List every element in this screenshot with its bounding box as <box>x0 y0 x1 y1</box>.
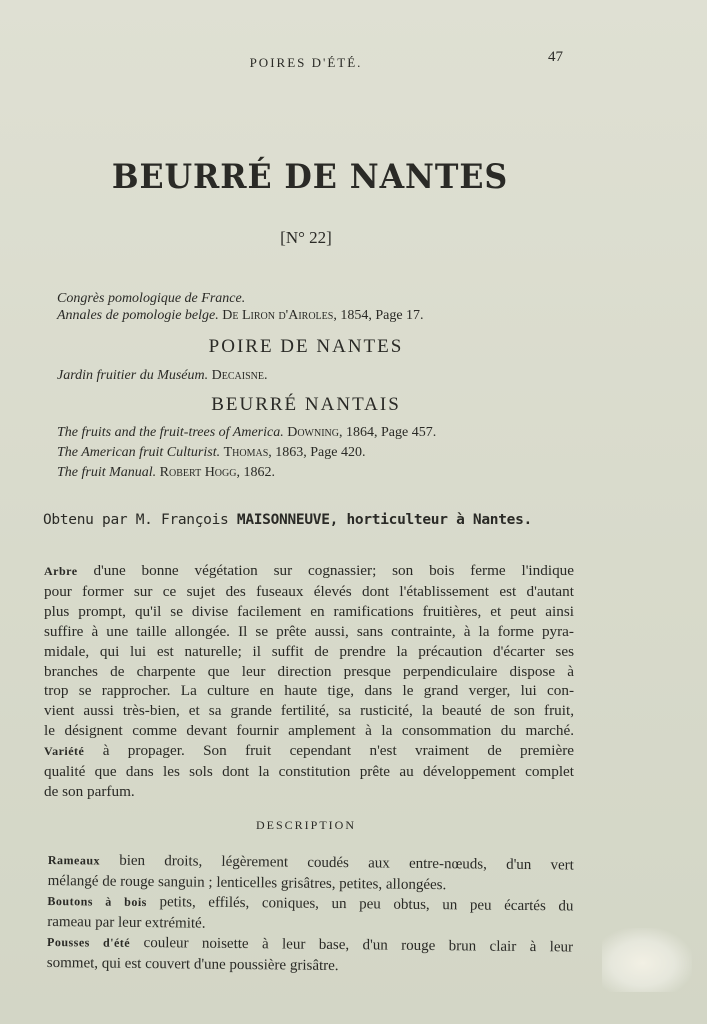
text-line: sommet, qui est couvert d'une poussière grisâtre. <box>46 954 339 974</box>
synonym-heading: BEURRÉ NANTAIS <box>211 394 401 415</box>
text-line: vient aussi très-bien, et sa grande fertilité, sa rusticité, la beauté de son fruit, <box>44 702 574 720</box>
synonym-heading: POIRE DE NANTES <box>208 336 404 357</box>
text-line: Variété à propager. Son fruit cependant n'est vraiment de première <box>44 742 574 760</box>
text-line: branches de charpente que leur direction presque perpendiculaire dispose à <box>44 662 574 680</box>
variety-number: [N° 22] <box>280 228 332 247</box>
text-line: rameau par leur extrémité. <box>47 913 206 932</box>
reference-line: The American fruit Culturist. Thomas, 1863, Page 420. <box>57 445 366 460</box>
reference-line: Congrès pomologique de France. <box>57 291 246 306</box>
text-line: Rameaux bien droits, légèrement coudés aux entre-nœuds, d'un vert <box>47 852 574 874</box>
reference-line: Annales de pomologie belge. De Liron d'Airoles, 1854, Page 17. <box>57 308 424 323</box>
text-line: pour former sur ce sujet des fuseaux élevés dont l'établissement est d'autant <box>44 582 574 600</box>
text-line: suffire à une taille allongée. Il se prête aussi, sans contrainte, à la forme pyra- <box>44 622 574 640</box>
text-line: trop se rapprocher. La culture en haute tige, dans le grand verger, lui con- <box>44 682 574 700</box>
text-line: mélangé de rouge sanguin ; lenticelles grisâtres, petites, allongées. <box>47 872 447 893</box>
tree-description <box>44 561 574 802</box>
running-head: POIRES D'ÉTÉ. <box>249 55 363 70</box>
text-line: Arbre d'une bonne végétation sur cognassier; son bois ferme l'indique <box>44 562 574 579</box>
text-line: qualité que dans les sols dont la constitution prête au développement complet <box>44 763 574 781</box>
reference-line: The fruit Manual. Robert Hogg, 1862. <box>57 465 275 480</box>
description-heading: DESCRIPTION <box>255 818 356 832</box>
pear-variety-title: BEURRÉ DE NANTES <box>111 157 509 197</box>
origin-line: Obtenu par M. François MAISONNEUVE, horticulteur à Nantes. <box>43 512 532 528</box>
text-line: plus prompt, qu'il se divise facilement en ramifications fruitières, et peut ainsi <box>44 602 574 620</box>
text-line: midale, qui lui est naturelle; il suffit de prendre la précaution d'écarter ses <box>44 642 574 660</box>
page-number: 47 <box>548 49 563 65</box>
text-line: de son parfum. <box>44 782 135 800</box>
text-line: Boutons à bois petits, effilés, coniques, un peu obtus, un peu écartés du <box>47 893 574 915</box>
text-line: Pousses d'été couleur noisette à leur base, d'un rouge brun clair à leur <box>46 934 574 956</box>
paper-stain <box>602 928 692 992</box>
description-body <box>47 850 574 979</box>
reference-line: The fruits and the fruit-trees of America. Downing, 1864, Page 457. <box>57 425 437 440</box>
reference-line: Jardin fruitier du Muséum. Decaisne. <box>57 368 268 383</box>
text-line: le désignent comme devant fournir amplement à la consommation du marché. <box>44 722 574 740</box>
